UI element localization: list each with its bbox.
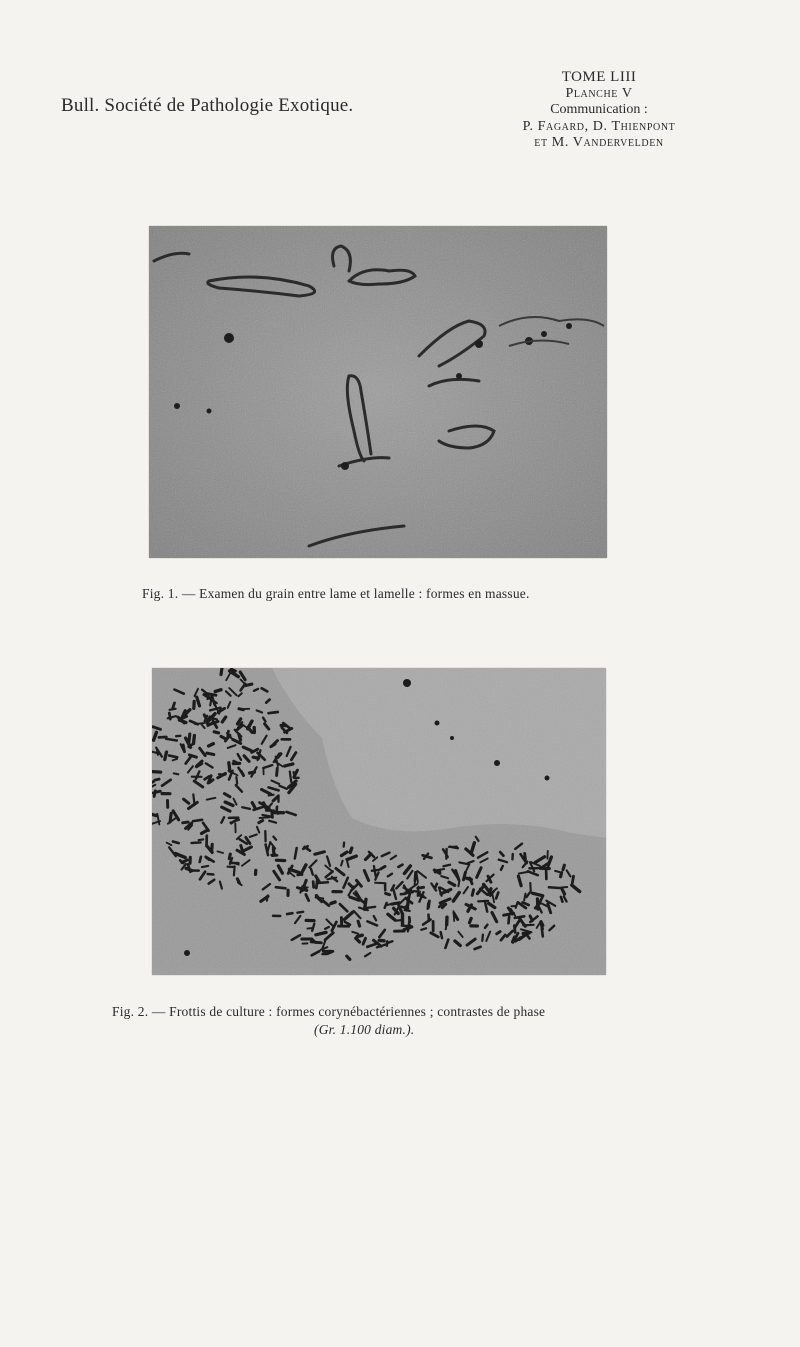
- bacterium-rod: [269, 712, 278, 713]
- bacterium-rod: [297, 912, 303, 913]
- bacterium-rod: [259, 821, 263, 823]
- bacterium-rod: [200, 857, 201, 862]
- tome-label: TOME LIII: [561, 69, 637, 85]
- plate-label: Planche V: [565, 85, 633, 101]
- bacterium-rod: [357, 935, 362, 936]
- bacterium-rod: [165, 752, 167, 760]
- bacterium-rod: [458, 881, 459, 887]
- bacterium-rod: [239, 734, 241, 740]
- bacterium-rod: [501, 866, 503, 870]
- bacterium-rod: [318, 882, 328, 883]
- bacterium-rod: [316, 898, 324, 899]
- bacterium-rod: [386, 893, 390, 894]
- bacterium-rod: [239, 709, 243, 710]
- bacterium-rod: [252, 803, 255, 808]
- bacterium-rod: [287, 913, 292, 914]
- communication-label: Communication :: [550, 102, 648, 117]
- bacterium-rod: [276, 887, 286, 888]
- authors-line-1: P. Fagard, D. Thienpont: [522, 118, 676, 134]
- figure-2-caption: Fig. 2. — Frottis de culture : formes corynébactériennes ; contrastes de phase: [112, 1004, 546, 1019]
- bacterium-rod: [497, 932, 500, 934]
- bacterium-rod: [555, 871, 559, 872]
- bacterium-rod: [173, 842, 179, 844]
- bacterium-rod: [202, 866, 208, 867]
- bacterium-rod: [331, 902, 335, 903]
- bacterium-rod: [174, 773, 179, 774]
- bacterium-rod: [533, 893, 543, 895]
- bacterium-rod: [524, 894, 525, 901]
- bacterium-rod: [241, 772, 243, 776]
- bacterium-rod: [208, 874, 214, 875]
- bacterium-rod: [267, 895, 268, 901]
- bacterium-rod: [347, 956, 350, 959]
- bacterium-rod: [316, 932, 326, 934]
- bacterium-rod: [375, 883, 385, 884]
- bacterium-rod: [195, 723, 204, 724]
- bacterium-rod: [563, 865, 564, 869]
- bacterium-rod: [450, 847, 458, 849]
- bacterium-rod: [207, 753, 214, 754]
- figure-1-micrograph: [149, 226, 607, 558]
- bacterium-rod: [381, 866, 385, 869]
- bacterium-rod: [405, 910, 410, 911]
- bacterium-rod: [472, 890, 473, 896]
- bacterium-rod: [385, 903, 387, 908]
- bacterium-rod: [428, 901, 429, 908]
- bacterium-rod: [250, 772, 255, 773]
- figure-1-caption: Fig. 1. — Examen du grain entre lame et lamelle : formes en massue.: [142, 586, 530, 601]
- bacterium-rod: [525, 853, 526, 859]
- bacterium-rod: [341, 861, 343, 866]
- bacterium-rod: [414, 891, 420, 892]
- bacterium-rod: [365, 899, 366, 909]
- bacterium-rod: [561, 873, 562, 877]
- bacterium-rod: [269, 795, 274, 796]
- bacterium-rod: [470, 918, 472, 922]
- bacterium-rod: [572, 876, 573, 883]
- bacterium-rod: [365, 907, 375, 908]
- bacterium-rod: [153, 772, 161, 773]
- bacterium-rod: [290, 772, 291, 782]
- bacterium-rod: [464, 872, 466, 879]
- bacterium-rod: [350, 848, 352, 852]
- bacterium-rod: [152, 814, 156, 816]
- bacterium-rod: [210, 718, 217, 720]
- bacterium-rod: [443, 865, 450, 867]
- bacterium-rod: [435, 884, 437, 889]
- bacterium-rod: [229, 763, 230, 772]
- bacterium-rod: [277, 768, 278, 775]
- bacterium-rod: [199, 839, 204, 840]
- bacterium-rod: [209, 744, 214, 746]
- figure-1-image: [149, 226, 607, 558]
- bacterium-rod: [513, 937, 515, 942]
- figure-2-caption-magnification: (Gr. 1.100 diam.).: [314, 1022, 415, 1037]
- authors-line-2: et M. Vandervelden: [534, 135, 664, 150]
- bacterium-rod: [173, 703, 175, 708]
- bacterium-rod: [358, 921, 360, 926]
- header-right-block: [488, 69, 710, 152]
- bacterium-rod: [234, 866, 235, 875]
- bacterium-rod: [542, 928, 543, 936]
- bacterium-rod: [214, 732, 218, 733]
- bacterium-rod: [561, 897, 563, 902]
- bacterium-rod: [441, 932, 442, 938]
- bacterium-rod: [215, 690, 221, 692]
- bacterium-rod: [231, 669, 235, 671]
- bacterium-rod: [549, 887, 559, 888]
- figure-2-image: [152, 668, 606, 975]
- bacterium-rod: [194, 736, 195, 744]
- bacterium-rod: [166, 739, 177, 741]
- bacterium-rod: [400, 909, 402, 913]
- figure-2-micrograph: [152, 668, 606, 975]
- bacterium-rod: [155, 779, 159, 780]
- bacterium-rod: [221, 736, 225, 738]
- bacterium-rod: [467, 878, 472, 879]
- bacterium-rod: [228, 731, 229, 738]
- bacterium-rod: [509, 917, 510, 924]
- bacterium-rod: [398, 865, 402, 867]
- bacterium-rod: [170, 813, 171, 822]
- bacterium-rod: [169, 756, 177, 758]
- bacterium-rod: [260, 817, 270, 818]
- bacterium-rod: [523, 925, 534, 926]
- bacterium-rod: [221, 668, 222, 675]
- bacterium-rod: [204, 715, 206, 719]
- bacterium-rod: [482, 935, 483, 941]
- bacterium-rod: [478, 901, 488, 902]
- bacterium-rod: [401, 894, 405, 895]
- bacterium-rod: [193, 820, 202, 821]
- bacterium-rod: [402, 926, 412, 927]
- bacterium-rod: [189, 734, 190, 742]
- bacterium-rod: [285, 764, 293, 766]
- bacterium-rod: [236, 777, 237, 784]
- bacterium-rod: [421, 928, 426, 930]
- bacterium-rod: [183, 822, 189, 823]
- bacterium-rod: [530, 883, 531, 893]
- bacterium-rod: [446, 921, 447, 929]
- bacterium-rod: [242, 807, 250, 809]
- bacterium-rod: [436, 869, 444, 870]
- journal-title: Bull. Société de Pathologie Exotique.: [61, 95, 354, 116]
- bacterium-rod: [229, 854, 230, 859]
- bacterium-rod: [153, 791, 160, 793]
- bacterium-rod: [372, 870, 379, 871]
- bacterium-rod: [192, 842, 201, 843]
- bacterium-rod: [193, 794, 194, 804]
